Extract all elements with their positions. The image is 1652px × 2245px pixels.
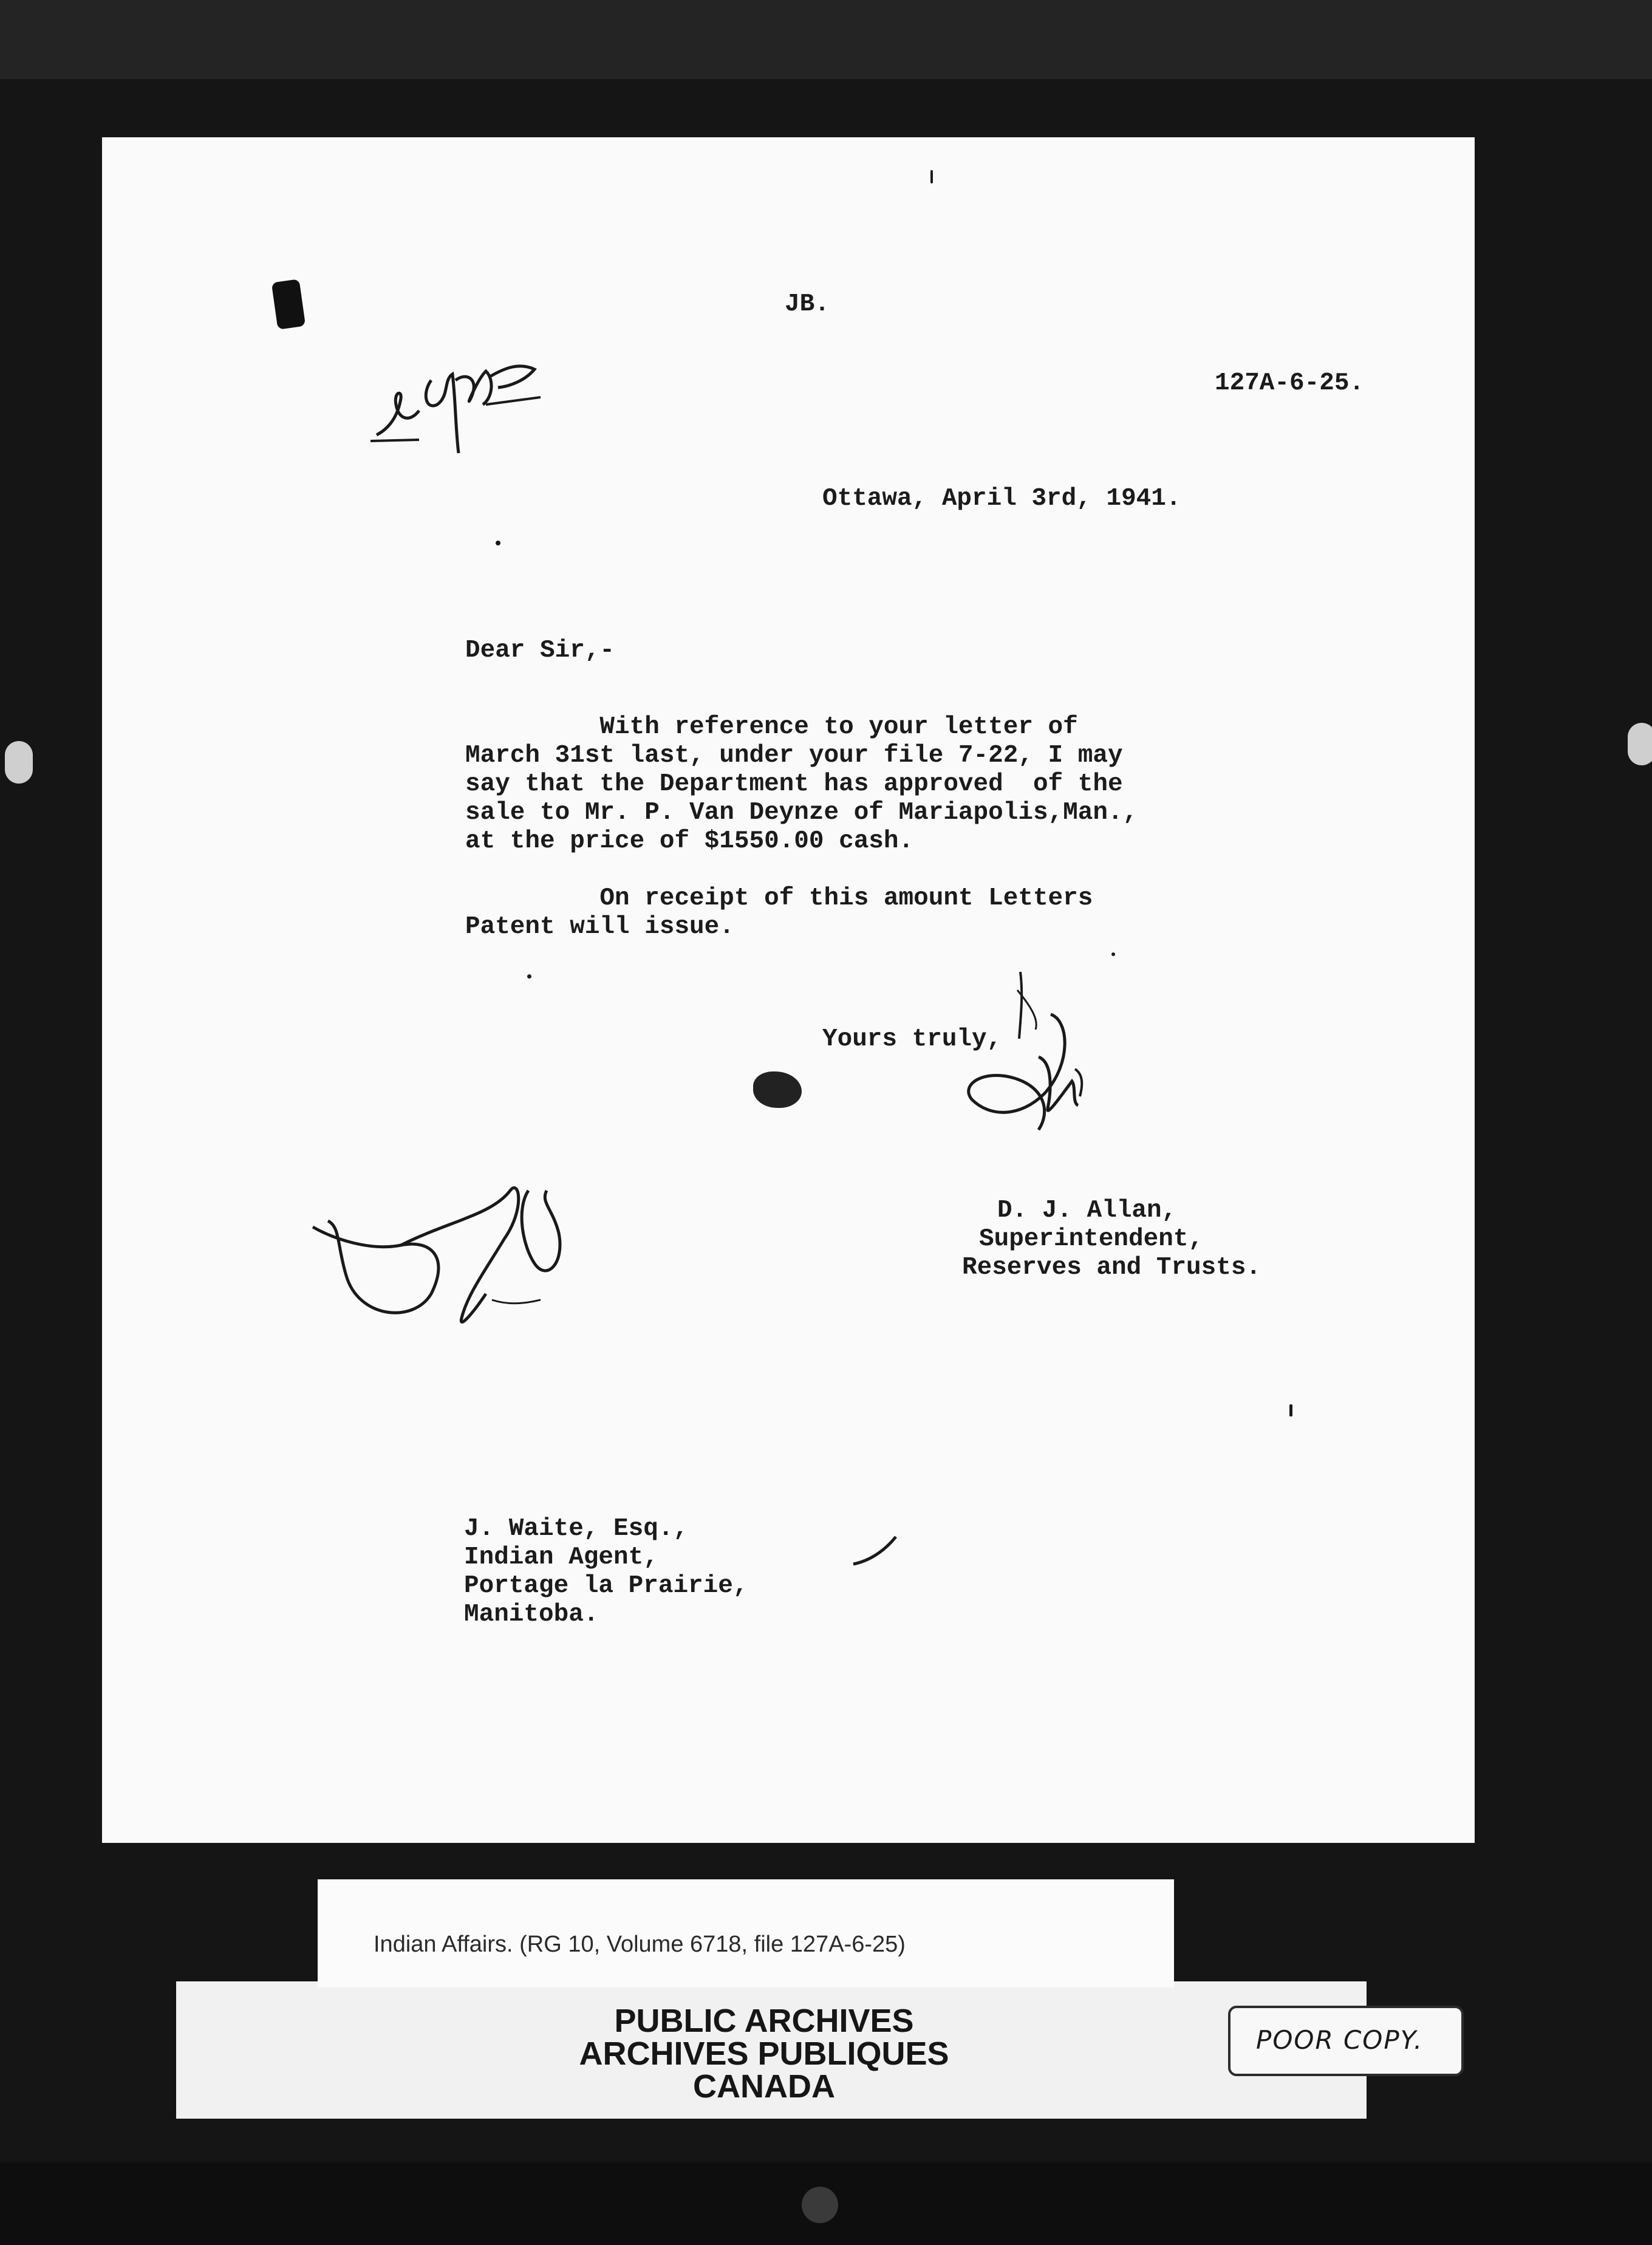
stamp-line: CANADA bbox=[693, 2068, 835, 2105]
stamp-line: PUBLIC ARCHIVES bbox=[614, 2003, 914, 2039]
signatory-branch: Reserves and Trusts. bbox=[962, 1254, 1261, 1282]
body-line: say that the Department has approved of the bbox=[465, 770, 1123, 798]
addressee-line: J. Waite, Esq., bbox=[464, 1515, 689, 1543]
dust-speck bbox=[1289, 1404, 1292, 1416]
addressee-line: Portage la Prairie, bbox=[464, 1572, 748, 1600]
body-line: With reference to your letter of bbox=[465, 713, 1078, 741]
handwritten-initials bbox=[310, 1172, 601, 1348]
sprocket-hole bbox=[5, 741, 33, 784]
salutation: Dear Sir,- bbox=[465, 637, 615, 665]
pen-stroke bbox=[850, 1534, 899, 1570]
signatory-name: D. J. Allan, bbox=[997, 1197, 1177, 1225]
body-line: Patent will issue. bbox=[465, 913, 734, 941]
closing: Yours truly, bbox=[822, 1025, 1002, 1053]
handwritten-note bbox=[364, 344, 547, 459]
typist-initials: JB. bbox=[785, 290, 830, 318]
signature bbox=[947, 972, 1118, 1172]
sprocket-hole bbox=[802, 2187, 838, 2223]
body-line: at the price of $1550.00 cash. bbox=[465, 827, 914, 855]
poor-copy-tag bbox=[1228, 2006, 1464, 2076]
file-reference: 127A-6-25. bbox=[1215, 369, 1365, 397]
ink-blot bbox=[271, 279, 305, 330]
dust-speck bbox=[1111, 952, 1115, 956]
dateline: Ottawa, April 3rd, 1941. bbox=[822, 485, 1181, 513]
body-line: sale to Mr. P. Van Deynze of Mariapolis,Man., bbox=[465, 799, 1138, 827]
dust-speck bbox=[930, 170, 933, 183]
signatory-title: Superintendent, bbox=[979, 1225, 1204, 1253]
letter-page bbox=[102, 137, 1475, 1843]
addressee-line: Indian Agent, bbox=[464, 1543, 658, 1571]
body-line: On receipt of this amount Letters bbox=[465, 884, 1093, 912]
ink-blot bbox=[753, 1071, 802, 1108]
dust-speck bbox=[527, 974, 531, 979]
frame-top-edge bbox=[0, 0, 1652, 79]
addressee-line: Manitoba. bbox=[464, 1601, 599, 1628]
archives-stamp bbox=[521, 2004, 1007, 2103]
dust-speck bbox=[496, 541, 500, 545]
poor-copy-text: POOR COPY. bbox=[1256, 2025, 1424, 2055]
stamp-line: ARCHIVES PUBLIQUES bbox=[579, 2035, 949, 2072]
sprocket-hole bbox=[1628, 723, 1652, 765]
body-line: March 31st last, under your file 7-22, I may bbox=[465, 742, 1123, 770]
archive-reference: Indian Affairs. (RG 10, Volume 6718, file 127A-6-25) bbox=[374, 1932, 906, 1957]
